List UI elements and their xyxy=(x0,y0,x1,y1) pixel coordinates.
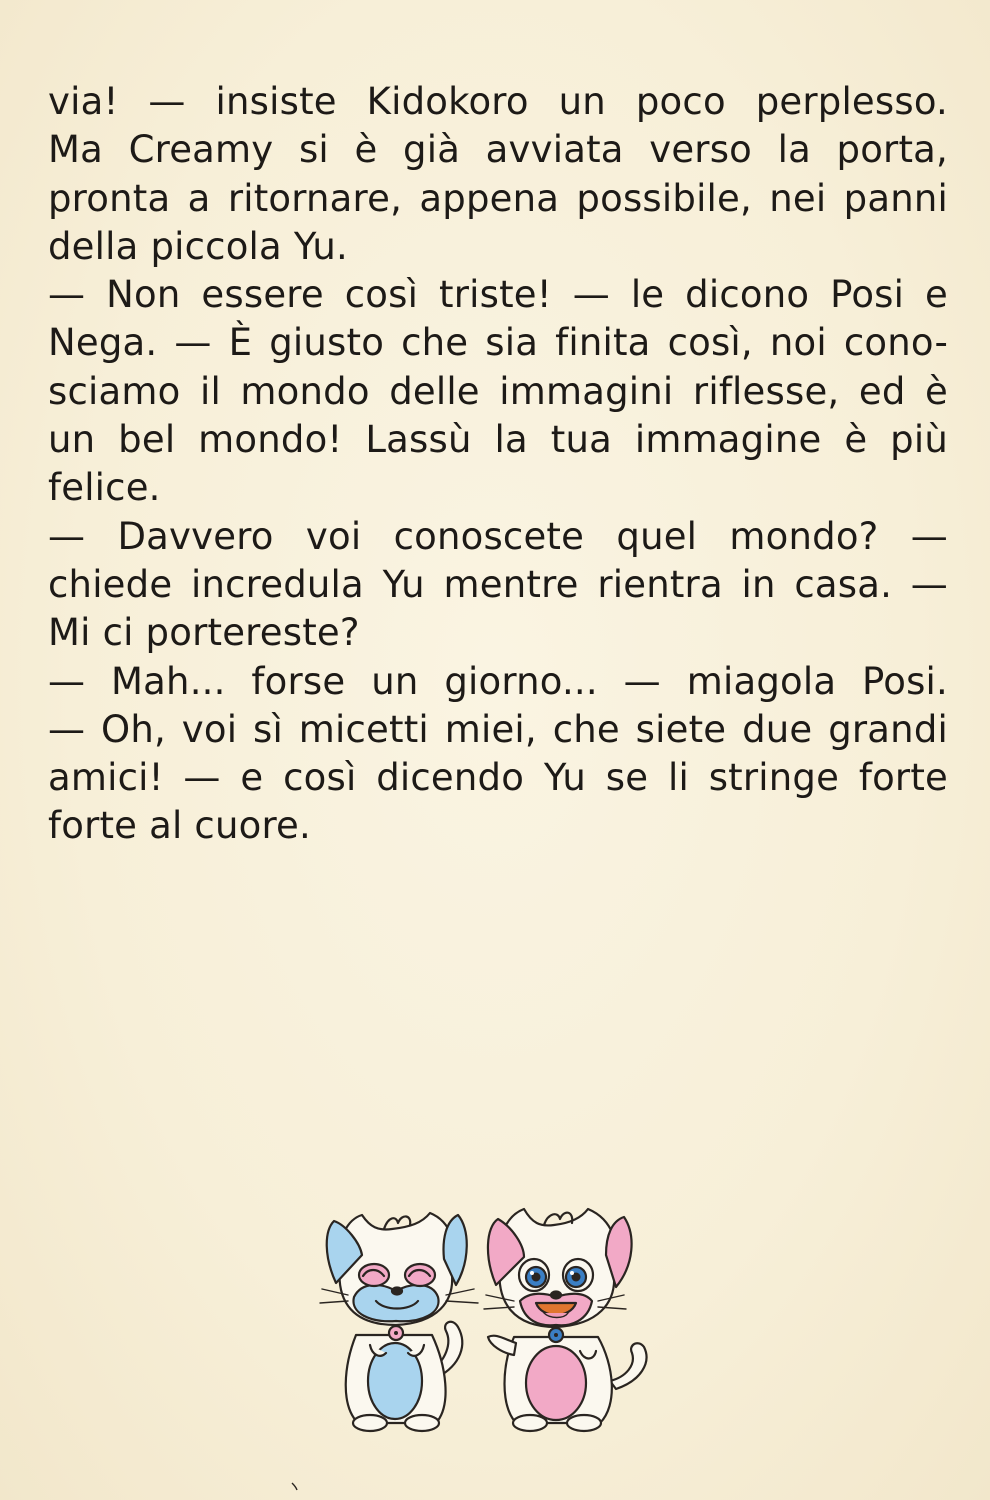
text-line: chiede incredula Yu mentre rientra in casa. — xyxy=(48,562,948,606)
text-line: via! — insiste Kidokoro un poco perplesso. xyxy=(48,80,948,123)
text-line: Mi ci portereste? xyxy=(48,611,360,655)
text-line: forte al cuore. xyxy=(48,804,311,848)
cats-illustration xyxy=(318,1205,658,1435)
right-cat xyxy=(484,1209,646,1431)
page-mark xyxy=(291,1482,299,1492)
text-line: pronta a ritornare, appena possibile, nei panni xyxy=(48,176,948,220)
left-cat xyxy=(320,1213,478,1431)
text-line: amici! — e così dicendo Yu se li stringe forte xyxy=(48,756,948,800)
text-line: della piccola Yu. xyxy=(48,224,349,268)
text-line: felice. xyxy=(48,466,161,510)
text-line: — Mah... forse un giorno... — miagola Posi. xyxy=(48,659,948,703)
story-text xyxy=(48,78,948,851)
text-line: — Davvero voi conoscete quel mondo? — xyxy=(48,514,948,558)
text-line: Ma Creamy si è già avviata verso la porta, xyxy=(48,128,948,172)
text-line: un bel mondo! Lassù la tua immagine è più xyxy=(48,418,948,462)
text-line: — Oh, voi sì micetti miei, che siete due grandi xyxy=(48,707,948,751)
text-line: Nega. — È giusto che sia finita così, noi cono- xyxy=(48,321,948,365)
text-line: — Non essere così triste! — le dicono Posi e xyxy=(48,273,948,317)
text-line: sciamo il mondo delle immagini riflesse, ed è xyxy=(48,369,948,413)
